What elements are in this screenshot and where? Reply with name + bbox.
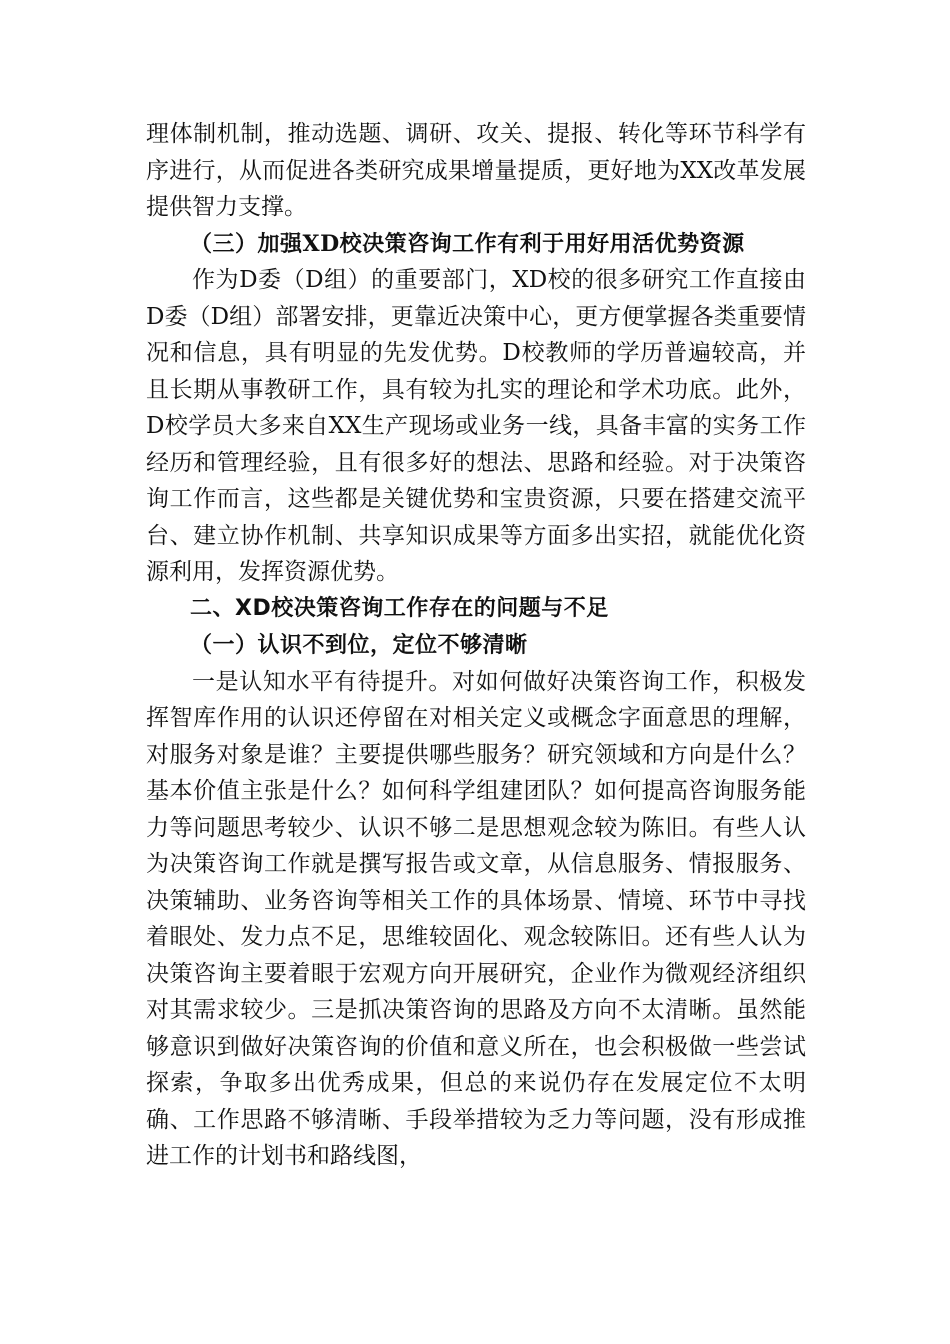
subsection-1-heading: （一）认识不到位，定位不够清晰 — [190, 632, 528, 658]
section-2-heading: 二、XD校决策咨询工作存在的问题与不足 — [190, 595, 609, 621]
paragraph-continuation: 理体制机制，推动选题、调研、攻关、提报、转化等环节科学有序进行，从而促进各类研究成果增量提质，更好地为XX改革发展提供智力支撑。 — [146, 121, 806, 220]
subsection-3-heading: （三）加强XD校决策咨询工作有利于用好用活优势资源 — [190, 230, 745, 257]
document-body — [146, 116, 806, 1175]
paragraph-advantages: 作为D委（D组）的重要部门，XD校的很多研究工作直接由D委（D组）部署安排，更靠近决策中心，更方便掌握各类重要情况和信息，具有明显的先发优势。D校教师的学历普遍较高，并且长期从事教研工作，具有较为扎实的理论和学术功底。此外，D校学员大多来自XX生产现场或业务一线，具备丰富的实务工作经历和管理经验，且有很多好的想法、思路和经验。对于决策咨询工作而言，这些都是关键优势和宝贵资源，只要在搭建交流平台、建立协作机制、共享知识成果等方面多出实招，就能优化资源利用，发挥资源优势。 — [146, 267, 806, 585]
paragraph-problems: 一是认知水平有待提升。对如何做好决策咨询工作，积极发挥智库作用的认识还停留在对相关定义或概念字面意思的理解，对服务对象是谁？主要提供哪些服务？研究领域和方向是什么？基本价值主张是什么？如何科学组建团队？如何提高咨询服务能力等问题思考较少、认识不够二是思想观念较为陈旧。有些人认为决策咨询工作就是撰写报告或文章，从信息服务、情报服务、决策辅助、业务咨询等相关工作的具体场景、情境、环节中寻找着眼处、发力点不足，思维较固化、观念较陈旧。还有些人认为决策咨询主要着眼于宏观方向开展研究，企业作为微观经济组织对其需求较少。三是抓决策咨询的思路及方向不太清晰。虽然能够意识到做好决策咨询的价值和意义所在，也会积极做一些尝试探索，争取多出优秀成果，但总的来说仍存在发展定位不太明确、工作思路不够清晰、手段举措较为乏力等问题，没有形成推进工作的计划书和路线图， — [146, 668, 806, 1169]
